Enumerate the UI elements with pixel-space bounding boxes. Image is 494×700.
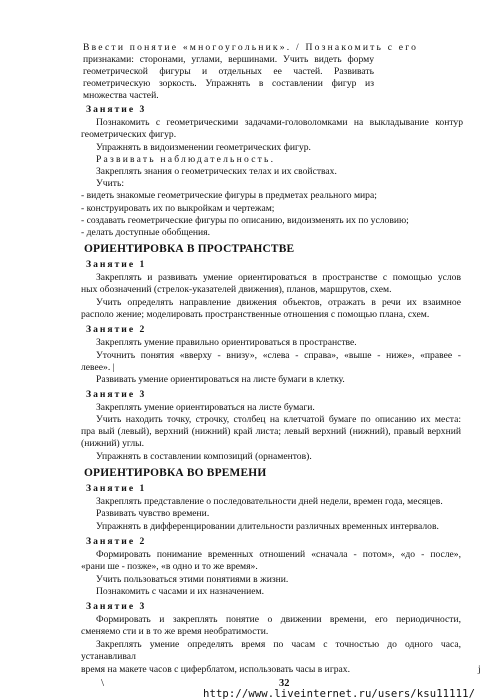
text-line: множества частей. [83, 90, 159, 101]
text-line: Занятие 3 [86, 389, 147, 400]
text-line: геометрическую зоркость. Упражнять в составлении фигур из [83, 78, 374, 89]
text-line: Учить: [96, 178, 124, 189]
footer-url: http://www.liveinternet.ru/users/ksu11111/ [203, 688, 476, 700]
text-line: Занятие 3 [86, 104, 147, 115]
text-line: Развивать наблюдательность. [96, 154, 276, 165]
text-line: Занятие 1 [86, 259, 147, 270]
text-line: Учить пользоваться этими понятиями в жизни. [96, 574, 289, 585]
text-line: Формировать и закреплять понятие о движении времени, его периодичности, [96, 614, 461, 625]
text-line: ОРИЕНТИРОВКА ВО ВРЕМЕНИ [84, 467, 267, 479]
text-line: пра вый (левый), верхний (нижний) край листа; левый верхний (нижний), правый верхний [81, 426, 461, 437]
text-line: время на макете часов с циферблатом, использовать часы в играх. [81, 664, 351, 675]
text-line: Закреплять и развивать умение ориентироваться в пространстве с помощью услов [96, 272, 461, 283]
text-line: Закреплять знания о геометрических телах и их свойствах. [96, 166, 337, 177]
text-line: геометрической фигуры и отдельных ее частей. Развивать [83, 66, 374, 77]
text-line: Занятие 1 [86, 483, 147, 494]
text-line: Учить находить точку, строчку, столбец на клетчатой бумаге по описанию их места: [96, 414, 461, 425]
text-line: Занятие 3 [86, 601, 147, 612]
text-line: Закреплять умение ориентироваться на листе бумаги. [96, 402, 315, 413]
text-line: Занятие 2 [86, 536, 147, 547]
text-line: j [478, 664, 481, 675]
text-line: Упражнять в составлении композиций (орнаментов). [96, 451, 312, 462]
text-line: ных обозначений (стрелок-указателей движения), планов, маршрутов, схем. [81, 284, 392, 295]
text-line: Закреплять умение правильно ориентироваться в пространстве. [96, 337, 357, 348]
text-line: признаками: сторонами, углами, вершинами. Учить видеть форму [83, 54, 374, 65]
text-line: Развивать чувство времени. [96, 508, 210, 519]
text-line: располо жение; моделировать пространственные отношения с помощью плана, схем. [81, 309, 430, 320]
text-line: Ввести понятие «многоугольник». / Познакомить с его [83, 42, 419, 53]
text-line: Упражнять в видоизменении геометрических фигур. [96, 142, 311, 153]
text-line: Закреплять представление о последовательности дней недели, времен года, месяцев. [96, 496, 443, 507]
text-line: - видеть знакомые геометрические фигуры в предметах реального мира; [81, 190, 377, 201]
text-line: Занятие 2 [86, 324, 147, 335]
text-line: ОРИЕНТИРОВКА В ПРОСТРАНСТВЕ [84, 243, 295, 255]
text-line: - создавать геометрические фигуры по описанию, видоизменять их по условию; [81, 215, 409, 226]
text-line: Познакомить с часами и их назначением. [96, 586, 264, 597]
text-line: Познакомить с геометрическими задачами-головоломками на выкладывание контур [96, 117, 463, 128]
text-line: Упражнять в дифференцировании длительности различных временных интервалов. [96, 521, 439, 532]
text-line: «рани ше - позже», «в одно и то же время». [81, 561, 258, 572]
text-line: Формировать понимание временных отношений «сначала - потом», «до - после», [96, 549, 461, 560]
text-line: геометрических фигур. [81, 129, 177, 140]
text-line: сменяемо сти и в то же время необратимости. [81, 626, 269, 637]
text-line: Развивать умение ориентироваться на листе бумаги в клетку. [96, 374, 345, 385]
text-line: Закреплять умение определять время по часам с точностью до одного часа, [96, 639, 461, 650]
text-line: (нижний) углы. [81, 438, 144, 449]
text-line: левее». | [81, 362, 115, 373]
corner-mark: \ [101, 677, 105, 689]
text-line: Уточнить понятия «вверху - внизу», «слева - справа», «выше - ниже», «правее - [96, 350, 461, 361]
text-line: Учить определять направление движения объектов, отражать в речи их взаимное [96, 297, 461, 308]
text-line: - делать доступные обобщения. [81, 227, 210, 238]
text-line: устанавливал [81, 651, 136, 662]
text-line: - конструировать их по выкройкам и чертежам; [81, 203, 275, 214]
page-number: 32 [279, 678, 290, 689]
